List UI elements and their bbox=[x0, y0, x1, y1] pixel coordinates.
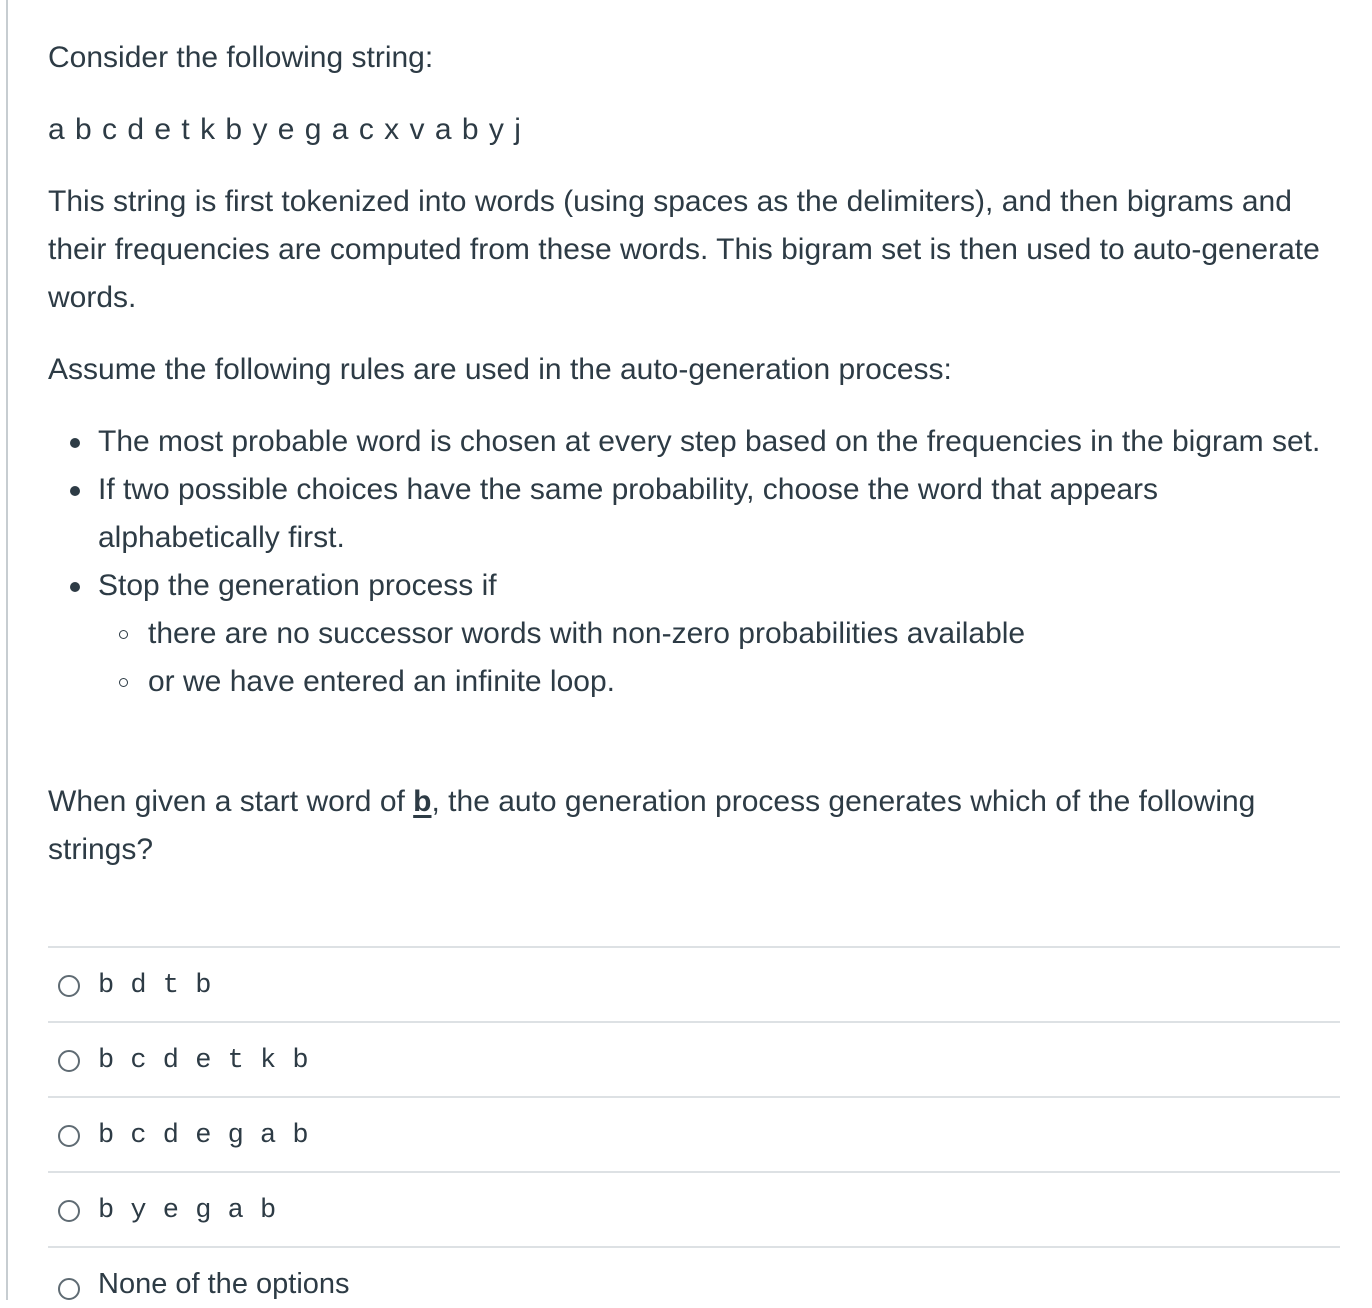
answer-label[interactable]: b y e g a b bbox=[98, 1196, 277, 1226]
prompt-after: , the auto generation process generates which of the following strings? bbox=[48, 785, 1256, 866]
prompt-before: When given a start word of bbox=[48, 785, 414, 818]
answer-label[interactable]: b d t b bbox=[98, 971, 212, 1001]
answer-option-4[interactable] bbox=[48, 1171, 1340, 1246]
rule-item bbox=[48, 562, 1340, 706]
subrule-text: or we have entered an infinite loop. bbox=[148, 665, 615, 698]
start-word: b bbox=[413, 785, 432, 818]
answer-list bbox=[48, 946, 1340, 1308]
question-string: a b c d e t k b y e g a c x v a b y j bbox=[48, 113, 522, 146]
radio-button[interactable] bbox=[58, 1200, 80, 1222]
question-intro: Consider the following string: bbox=[48, 41, 434, 74]
answer-option-5[interactable] bbox=[48, 1246, 1340, 1308]
question-description: This string is first tokenized into words (using spaces as the delimiters), and then bigrams and their frequencies are computed from these words. This bigram set is then used to auto-generate words. bbox=[48, 185, 1320, 314]
subrule-item bbox=[98, 610, 1340, 658]
answer-option-2[interactable] bbox=[48, 1021, 1340, 1096]
subrules-list bbox=[98, 610, 1340, 706]
rule-text: The most probable word is chosen at every step based on the frequencies in the bigram set. bbox=[98, 425, 1321, 458]
answer-option-3[interactable] bbox=[48, 1096, 1340, 1171]
rule-item bbox=[48, 466, 1340, 562]
answer-label[interactable]: b c d e g a b bbox=[98, 1121, 309, 1151]
subrule-item bbox=[98, 658, 1340, 706]
radio-button[interactable] bbox=[58, 1125, 80, 1147]
answer-label[interactable]: b c d e t k b bbox=[98, 1046, 309, 1076]
rule-text: If two possible choices have the same probability, choose the word that appears alphabetically first. bbox=[98, 473, 1159, 554]
answer-option-1[interactable] bbox=[48, 946, 1340, 1021]
rule-item bbox=[48, 418, 1340, 466]
rule-text: Stop the generation process if bbox=[98, 569, 497, 602]
left-border bbox=[6, 0, 8, 1300]
radio-button[interactable] bbox=[58, 975, 80, 997]
question-assume: Assume the following rules are used in the auto-generation process: bbox=[48, 353, 952, 386]
question-prompt bbox=[48, 778, 1340, 874]
subrule-text: there are no successor words with non-zero probabilities available bbox=[148, 617, 1026, 650]
answer-label[interactable]: None of the options bbox=[98, 1268, 350, 1300]
radio-button[interactable] bbox=[58, 1278, 80, 1300]
radio-button[interactable] bbox=[58, 1050, 80, 1072]
rules-list bbox=[48, 418, 1340, 706]
